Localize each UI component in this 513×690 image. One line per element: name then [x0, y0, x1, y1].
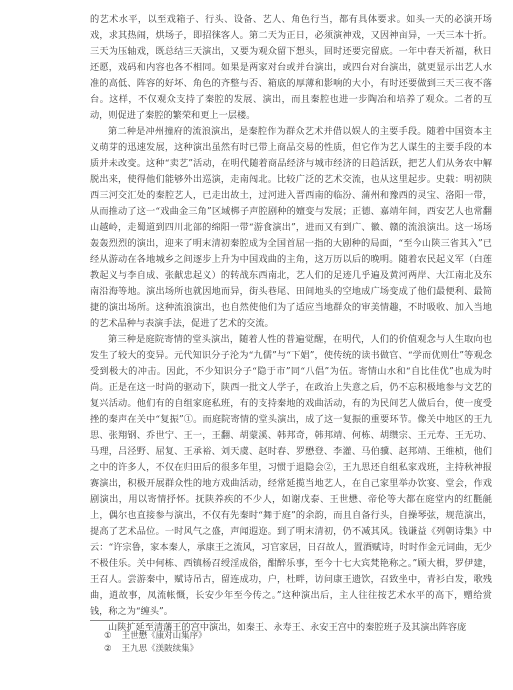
- paragraph: 第二种是冲州撞府的流浪演出，是秦腔作为群众艺术并借以娱人的主要手段。随着中国资本主义萌芽的迅速发展，这种演出虽然有时已带上商品交易的性质，但它作为艺人谋生的主要手段的本质并未改变。这种“卖艺”活动，在明代随着商品经济与城市经济的日趋活跃，把艺人们从务农中解脱出来，使得他们能够外出巡演，走南闯北。比较广泛的艺术交流，也从这里起步。史载：明初陕西三河交汇处的秦腔艺人，已走出故土，过河进入晋西南的临汾、蒲州和豫西的灵宝、洛阳一带，从而推动了这一“戏曲金三角”区域梆子声腔剧种的嬗变与发展；正德、嘉靖年间，西安艺人也常翻山越岭，走蜀道到四川北部的绵阳一带“游食演出”，进而又有到广、徽、赣的流浪演出。这一场场轰轰烈烈的演出，迎来了明末清初秦腔成为全国首屈一指的大剧种的局面，“至今山陕三省其入”已经从游动在各地城乡之间逐步上升为中国戏曲的主角，这万历以后的晚明。随着农民起义军（白莲教起义与李自成、张献忠起义）的转战东西南北，艺人们的足迹几乎遍及黄河两岸、大江南北及东南沿海等地。演出场所也就因地而异，街头巷尾、田间地头的空地成广场变成了他们最便利、最简捷的演出场所。这种流浪演出，也自然使他们为了适应当地群众的审美情趣，不时吸收、加入当地的艺术品种与表演手法，促进了艺术的交流。: [90, 126, 492, 329]
- footnote-marker: ①: [104, 631, 112, 641]
- footnote-divider: [90, 620, 220, 621]
- footnote: [104, 643, 207, 656]
- footnote: [104, 630, 207, 643]
- body-text: [90, 12, 492, 636]
- paragraph: 山陕扩延至清藩王的宫中演出，如秦王、永寿王、永安王宫中的秦腔班子及其演出阵容庞: [108, 622, 467, 633]
- footnote-text: 王九思《渼陂续集》: [121, 644, 199, 654]
- paragraph: 的艺术水平，以至戏箱子、行头、设备、艺人、角色行当，都有具体要求。如头一天的必演开场戏，求其热闹，烘场子，即招徕客人。第二天为正日，必须演神戏，又因神亩异，一天三本十折。三天为压轴戏，既总结三天演出，又要为观众留下想头，回时还要完留底。一年中春天祈福，秋日还愿，戏码和内容也各不相同。如果是两家对台或并台演出，或四台对台演出，就更显示出艺人水准的高低、阵容的好坏、角色的齐整与否、箱底的厚薄和影响的大小，有时还要做到三天三夜不落台。这样，不仅观众支持了秦腔的发展、演出，而且秦腔也进一步陶冶和培养了观众。二者的互动，则促进了秦腔的繁荣和更上一层楼。: [90, 14, 492, 121]
- footnote-marker: ②: [104, 644, 112, 654]
- paragraph: 第三种是庭院寄情的堂头演出，随着人性的普遍觉醒，在明代，人们的价值观念与人生取向也发生了较大的变异。元代知识分子沦为“九儒”与“下娼”，使传统的读书做官、“学而优则仕”等观念受到极大的冲击。因此，不少知识分子“隐于市”同“八倡”为伍。寄情山水和“自比佳优”也成为时尚。正是在这一时尚的驱动下，陕西一批文人学子，在政治上失意之后，仍不忘积极地参与文艺的复兴活动。他们有的自组家庭私班，有的支持秦地的戏曲活动，有的为民间艺人做后台，使一度受挫的秦声在关中“复振”①。而庭院寄情的堂头演出，成了这一复振的重要环节。像关中地区的王九思、张翔钢、乔世宁、王一，王翻、胡蒙溪、韩邦奇，韩邦靖、何栋、胡缵宗、王元寿、王无功、马理，吕泾野、屈复、王承裕、刘天虞、赵时春、罗懋登、李灌、马伯骥、赵邦靖、王维桢，他们之中的许多人，不仅在归田后的很多年里，习惯于退隐会②，王九思还自组私家戏班，主持秋神报赛演出，积极开展群众性的地方戏曲活动，经常延揽当地艺人，在自己家里举办饮宴、堂会，作戏剧演出，用以寄情抒怀。抚陕养疾的不少人，如谢戊泰、王世懋、帝伦等大都在庭堂内的红氍毹上，偶尔也直接参与演出，不仅有先秦时“舞于庭”的余韵，而且自备行头，自操琴弦，规范演出，提高了艺术品位。一时风气之盛，声闻遐迩。到了明末清初，仍不减其风。钱谦益《列朝诗集》中云：“许宗鲁，家本秦人，承康王之流风，习官家居，日召故人，置酒赋诗，时时作金元词曲，无少不极佳乐。关中何栋、西镇杨召绶淫成俗，酣醉乐事，至今十七大宾梵艳称之。”顾大楫，罗伊建，王召人。尝游秦中，赋诗吊古，留连成功，户，杜畔，访问康王遗饮，召致坐中，青衫白发，歌残曲，逍故事，凤流帐慨，长安少年至今传之。”这种演出后，主人往往按艺术水平的高下，赠给赏钱，称之为“缠头”。: [90, 334, 492, 617]
- footnote-text: 王世懋《康对山集序》: [121, 631, 207, 641]
- footnotes: [104, 630, 207, 656]
